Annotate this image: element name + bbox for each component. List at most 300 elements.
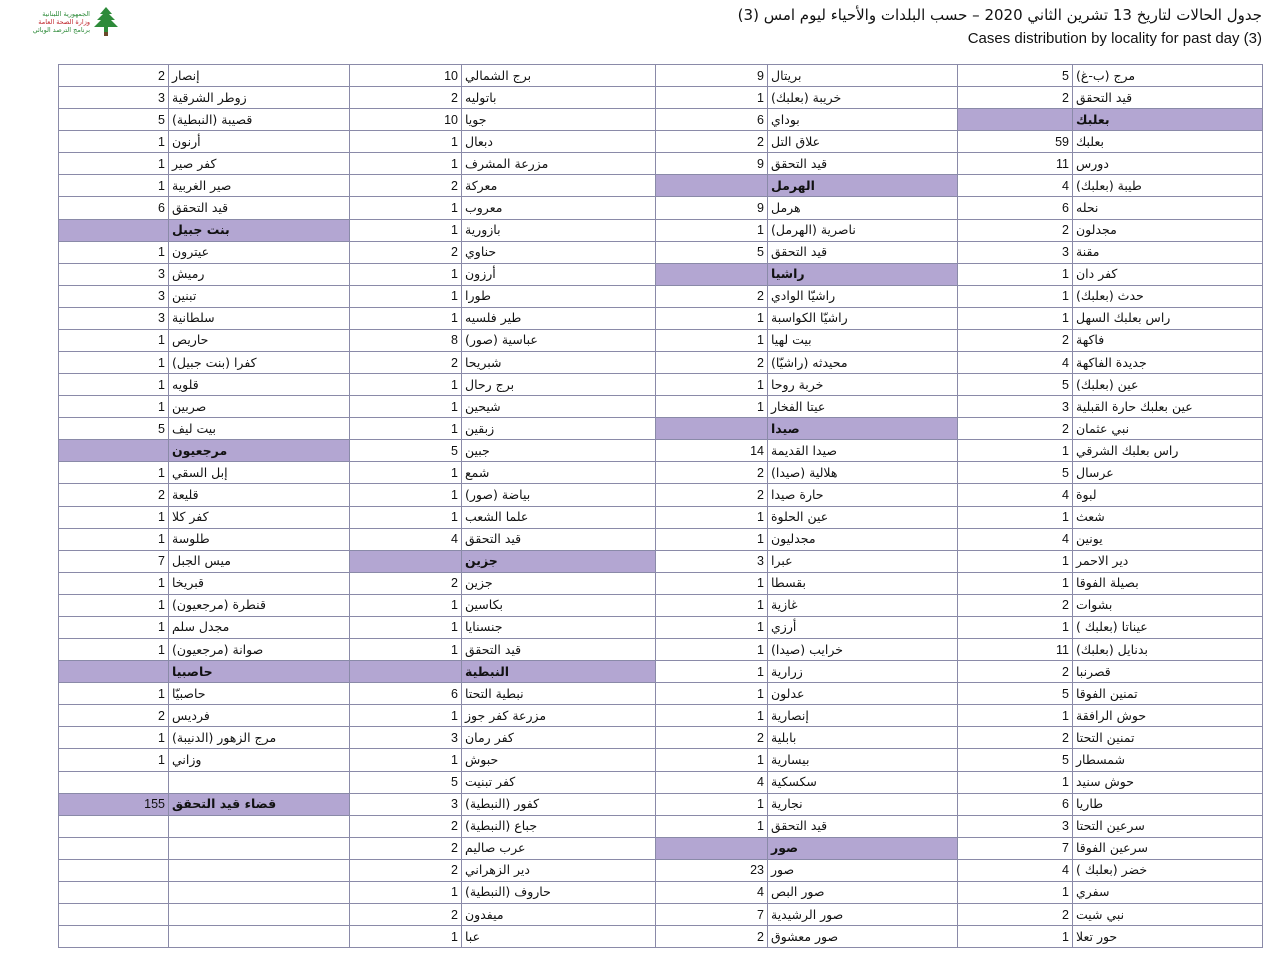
case-count-cell: 1 (350, 263, 462, 285)
case-count-cell: 1 (350, 374, 462, 396)
case-count-cell: 3 (350, 727, 462, 749)
locality-cell: بيت لهيا (768, 329, 958, 351)
case-count-cell: 1 (958, 285, 1073, 307)
case-count-cell: 5 (350, 771, 462, 793)
locality-cell: حارة صيدا (768, 484, 958, 506)
case-count-cell: 1 (958, 616, 1073, 638)
case-count-cell: 1 (350, 285, 462, 307)
case-count-cell: 2 (350, 572, 462, 594)
case-count-cell: 5 (59, 109, 169, 131)
case-count-cell: 8 (350, 329, 462, 351)
case-count-cell (59, 903, 169, 925)
locality-cell: نبي عثمان (1073, 418, 1263, 440)
table-row (59, 440, 1263, 462)
locality-cell: بريتال (768, 65, 958, 87)
case-count-cell: 2 (350, 175, 462, 197)
case-count-cell (59, 815, 169, 837)
locality-cell: قيد التحقق (1073, 87, 1263, 109)
table-row (59, 418, 1263, 440)
locality-cell: خرايب (صيدا) (768, 639, 958, 661)
case-count-cell: 4 (958, 484, 1073, 506)
case-count-cell: 4 (958, 528, 1073, 550)
locality-cell: عرسال (1073, 462, 1263, 484)
table-row (59, 285, 1263, 307)
table-row (59, 153, 1263, 175)
case-count-cell: 59 (958, 131, 1073, 153)
case-count-cell: 5 (958, 374, 1073, 396)
locality-cell: وزاني (169, 749, 350, 771)
locality-cell: حور تعلا (1073, 926, 1263, 948)
locality-cell: مجدل سلم (169, 616, 350, 638)
case-count-cell: 5 (958, 683, 1073, 705)
case-count-cell: 1 (656, 506, 768, 528)
case-count-cell: 1 (350, 926, 462, 948)
case-count-cell: 1 (656, 572, 768, 594)
table-row (59, 197, 1263, 219)
case-count-cell: 1 (350, 506, 462, 528)
locality-cell: عين الحلوة (768, 506, 958, 528)
case-count-cell: 1 (350, 462, 462, 484)
locality-cell: طلوسة (169, 528, 350, 550)
case-count-cell: 1 (656, 815, 768, 837)
locality-cell: باتوليه (462, 87, 656, 109)
locality-cell: هرمل (768, 197, 958, 219)
case-count-cell: 2 (656, 352, 768, 374)
case-count-cell: 1 (59, 683, 169, 705)
locality-cell: صور الرشيدية (768, 903, 958, 925)
table-row (59, 683, 1263, 705)
locality-cell: عدلون (768, 683, 958, 705)
locality-cell: لبوة (1073, 484, 1263, 506)
case-count-cell (59, 219, 169, 241)
case-count-cell: 2 (59, 65, 169, 87)
page-title-arabic: جدول الحالات لتاريخ 13 تشرين الثاني 2020 – حسب البلدات والأحياء ليوم امس (3) (737, 6, 1262, 24)
locality-cell (169, 837, 350, 859)
case-count-cell: 5 (59, 418, 169, 440)
locality-cell: كفور (النبطية) (462, 793, 656, 815)
locality-cell: علما الشعب (462, 506, 656, 528)
case-count-cell: 3 (958, 815, 1073, 837)
case-count-cell: 1 (59, 329, 169, 351)
case-count-cell: 5 (656, 241, 768, 263)
case-count-cell: 23 (656, 859, 768, 881)
locality-cell: سكسكية (768, 771, 958, 793)
locality-cell: قيد التحقق (768, 153, 958, 175)
locality-cell: عرب صاليم (462, 837, 656, 859)
locality-cell: زوطر الشرقية (169, 87, 350, 109)
case-count-cell: 1 (656, 639, 768, 661)
locality-cell: راشيّا الوادي (768, 285, 958, 307)
case-count-cell: 2 (350, 352, 462, 374)
locality-cell: قضاء قيد التحقق (169, 793, 350, 815)
table-row (59, 837, 1263, 859)
case-count-cell: 2 (958, 661, 1073, 683)
case-count-cell (59, 881, 169, 903)
case-count-cell: 3 (350, 793, 462, 815)
locality-cell: يونين (1073, 528, 1263, 550)
case-count-cell: 1 (656, 396, 768, 418)
case-count-cell: 1 (656, 528, 768, 550)
locality-cell: ميس الجبل (169, 550, 350, 572)
case-count-cell: 5 (350, 440, 462, 462)
locality-cell: عبرا (768, 550, 958, 572)
table-row (59, 661, 1263, 683)
case-count-cell: 7 (958, 837, 1073, 859)
locality-cell: صور (768, 837, 958, 859)
case-count-cell: 1 (656, 683, 768, 705)
case-count-cell: 1 (656, 329, 768, 351)
case-count-cell: 2 (958, 418, 1073, 440)
case-count-cell: 3 (958, 241, 1073, 263)
locality-cell: عين بعلبك حارة القبلية (1073, 396, 1263, 418)
case-count-cell: 1 (59, 462, 169, 484)
table-row (59, 87, 1263, 109)
locality-cell: طيبة (بعلبك) (1073, 175, 1263, 197)
locality-cell: راشيا (768, 263, 958, 285)
locality-cell: صير الغربية (169, 175, 350, 197)
case-count-cell: 2 (656, 727, 768, 749)
table-row (59, 307, 1263, 329)
cases-table-body (59, 65, 1263, 948)
case-count-cell: 1 (656, 793, 768, 815)
locality-cell: بعلبك (1073, 109, 1263, 131)
case-count-cell: 2 (958, 903, 1073, 925)
case-count-cell (958, 109, 1073, 131)
table-row (59, 749, 1263, 771)
case-count-cell: 1 (958, 926, 1073, 948)
case-count-cell: 1 (958, 881, 1073, 903)
case-count-cell: 4 (958, 352, 1073, 374)
locality-cell: زبقين (462, 418, 656, 440)
locality-cell: إنصارية (768, 705, 958, 727)
locality-cell: ناصرية (الهرمل) (768, 219, 958, 241)
locality-cell: طاريا (1073, 793, 1263, 815)
locality-cell: بعلبك (1073, 131, 1263, 153)
locality-cell: صربين (169, 396, 350, 418)
case-count-cell: 1 (350, 131, 462, 153)
locality-cell: فاكهة (1073, 329, 1263, 351)
locality-cell: بوداي (768, 109, 958, 131)
locality-cell: راس بعلبك السهل (1073, 307, 1263, 329)
case-count-cell: 1 (656, 307, 768, 329)
locality-cell: كفر كلا (169, 506, 350, 528)
locality-cell: دورس (1073, 153, 1263, 175)
locality-cell: تبنين (169, 285, 350, 307)
case-count-cell (59, 859, 169, 881)
locality-cell: نبي شيت (1073, 903, 1263, 925)
table-row (59, 263, 1263, 285)
locality-cell: مرج الزهور (الدنيبة) (169, 727, 350, 749)
table-row (59, 374, 1263, 396)
case-count-cell: 1 (59, 396, 169, 418)
locality-cell: دير الاحمر (1073, 550, 1263, 572)
case-count-cell: 5 (958, 462, 1073, 484)
case-count-cell: 1 (656, 616, 768, 638)
logo-line-2: وزارة الصحة العامة (38, 18, 90, 26)
case-count-cell (656, 418, 768, 440)
locality-cell: بشوات (1073, 594, 1263, 616)
locality-cell: قيد التحقق (462, 528, 656, 550)
cases-table (58, 64, 1263, 948)
locality-cell: صيدا (768, 418, 958, 440)
case-count-cell: 1 (350, 219, 462, 241)
case-count-cell: 2 (656, 462, 768, 484)
locality-cell: جبين (462, 440, 656, 462)
table-row (59, 329, 1263, 351)
locality-cell: بازورية (462, 219, 656, 241)
case-count-cell: 4 (958, 859, 1073, 881)
locality-cell: بابلية (768, 727, 958, 749)
case-count-cell: 6 (958, 197, 1073, 219)
table-row (59, 219, 1263, 241)
case-count-cell: 1 (350, 616, 462, 638)
logo-line-1: الجمهورية اللبنانية (42, 10, 90, 18)
locality-cell: بنت جبيل (169, 219, 350, 241)
locality-cell: عبا (462, 926, 656, 948)
case-count-cell: 1 (350, 307, 462, 329)
table-row (59, 109, 1263, 131)
table-row (59, 727, 1263, 749)
case-count-cell: 1 (656, 374, 768, 396)
locality-cell: ميفدون (462, 903, 656, 925)
case-count-cell: 1 (59, 727, 169, 749)
case-count-cell (59, 926, 169, 948)
table-row (59, 65, 1263, 87)
case-count-cell: 4 (958, 175, 1073, 197)
case-count-cell: 2 (958, 219, 1073, 241)
locality-cell: عيترون (169, 241, 350, 263)
table-row (59, 241, 1263, 263)
case-count-cell: 7 (656, 903, 768, 925)
locality-cell (169, 859, 350, 881)
locality-cell (169, 926, 350, 948)
locality-cell: معروب (462, 197, 656, 219)
locality-cell: قليعة (169, 484, 350, 506)
locality-cell: طورا (462, 285, 656, 307)
locality-cell: مزرعة كفر جوز (462, 705, 656, 727)
locality-cell: قيد التحقق (768, 241, 958, 263)
case-count-cell: 1 (59, 153, 169, 175)
locality-cell: سفري (1073, 881, 1263, 903)
case-count-cell: 7 (59, 550, 169, 572)
locality-cell: مزرعة المشرف (462, 153, 656, 175)
logo-text (16, 10, 90, 34)
case-count-cell: 1 (59, 616, 169, 638)
locality-cell: زرارية (768, 661, 958, 683)
case-count-cell: 1 (350, 881, 462, 903)
locality-cell: قيد التحقق (768, 815, 958, 837)
locality-cell: صور معشوق (768, 926, 958, 948)
locality-cell: حاصبيّا (169, 683, 350, 705)
locality-cell: سلطانية (169, 307, 350, 329)
case-count-cell: 1 (958, 263, 1073, 285)
locality-cell: بيت ليف (169, 418, 350, 440)
locality-cell: سرعين التحتا (1073, 815, 1263, 837)
table-row (59, 771, 1263, 793)
locality-cell: برج رحال (462, 374, 656, 396)
case-count-cell: 1 (656, 87, 768, 109)
locality-cell: حدث (بعلبك) (1073, 285, 1263, 307)
case-count-cell: 1 (59, 352, 169, 374)
locality-cell: أرزي (768, 616, 958, 638)
table-row (59, 815, 1263, 837)
locality-cell: طير فلسيه (462, 307, 656, 329)
locality-cell: حاروف (النبطية) (462, 881, 656, 903)
locality-cell: إنصار (169, 65, 350, 87)
locality-cell: مجدلون (1073, 219, 1263, 241)
case-count-cell: 3 (59, 87, 169, 109)
locality-cell: حوش الرافقة (1073, 705, 1263, 727)
case-count-cell: 5 (958, 749, 1073, 771)
locality-cell: شمسطار (1073, 749, 1263, 771)
case-count-cell: 2 (656, 484, 768, 506)
case-count-cell: 1 (59, 374, 169, 396)
locality-cell: دبعال (462, 131, 656, 153)
table-row (59, 131, 1263, 153)
case-count-cell: 2 (958, 727, 1073, 749)
locality-cell: شمع (462, 462, 656, 484)
table-row (59, 639, 1263, 661)
case-count-cell: 3 (59, 307, 169, 329)
case-count-cell: 1 (59, 572, 169, 594)
case-count-cell: 1 (59, 594, 169, 616)
case-count-cell: 3 (59, 263, 169, 285)
locality-cell: نحله (1073, 197, 1263, 219)
locality-cell: جباع (النبطية) (462, 815, 656, 837)
case-count-cell: 1 (958, 771, 1073, 793)
locality-cell: حاريص (169, 329, 350, 351)
locality-cell: حناوي (462, 241, 656, 263)
ministry-logo (8, 4, 118, 38)
case-count-cell: 1 (656, 749, 768, 771)
locality-cell: كفر صير (169, 153, 350, 175)
case-count-cell: 4 (656, 771, 768, 793)
case-count-cell: 3 (656, 550, 768, 572)
locality-cell: إبل السقي (169, 462, 350, 484)
case-count-cell: 1 (59, 175, 169, 197)
case-count-cell (59, 661, 169, 683)
locality-cell: خضر (بعلبك ) (1073, 859, 1263, 881)
case-count-cell: 1 (958, 440, 1073, 462)
case-count-cell: 2 (656, 131, 768, 153)
case-count-cell: 1 (350, 153, 462, 175)
case-count-cell: 1 (59, 506, 169, 528)
case-count-cell: 1 (350, 396, 462, 418)
case-count-cell (59, 837, 169, 859)
locality-cell: شبريحا (462, 352, 656, 374)
locality-cell: دير الزهراني (462, 859, 656, 881)
case-count-cell: 2 (350, 815, 462, 837)
table-row (59, 396, 1263, 418)
locality-cell: محيدثه (راشيّا) (768, 352, 958, 374)
case-count-cell: 2 (350, 837, 462, 859)
case-count-cell: 3 (958, 396, 1073, 418)
case-count-cell: 2 (958, 594, 1073, 616)
locality-cell: النبطية (462, 661, 656, 683)
case-count-cell: 1 (958, 506, 1073, 528)
locality-cell: علاق التل (768, 131, 958, 153)
table-row (59, 926, 1263, 948)
locality-cell (169, 815, 350, 837)
locality-cell: صور البص (768, 881, 958, 903)
locality-cell: قلويه (169, 374, 350, 396)
case-count-cell: 6 (656, 109, 768, 131)
locality-cell: غازية (768, 594, 958, 616)
case-count-cell: 2 (59, 484, 169, 506)
case-count-cell: 1 (59, 241, 169, 263)
locality-cell: بدنايل (بعلبك) (1073, 639, 1263, 661)
table-row (59, 528, 1263, 550)
locality-cell (169, 881, 350, 903)
locality-cell: شعث (1073, 506, 1263, 528)
table-row (59, 352, 1263, 374)
case-count-cell: 2 (350, 87, 462, 109)
case-count-cell (350, 550, 462, 572)
case-count-cell: 1 (350, 197, 462, 219)
case-count-cell: 1 (350, 594, 462, 616)
case-count-cell: 1 (958, 572, 1073, 594)
case-count-cell: 2 (350, 903, 462, 925)
table-row (59, 903, 1263, 925)
case-count-cell: 1 (350, 639, 462, 661)
locality-cell: خربة روحا (768, 374, 958, 396)
table-row (59, 506, 1263, 528)
case-count-cell: 1 (958, 550, 1073, 572)
locality-cell: الهرمل (768, 175, 958, 197)
locality-cell: جزين (462, 550, 656, 572)
case-count-cell: 2 (350, 241, 462, 263)
case-count-cell: 1 (59, 528, 169, 550)
case-count-cell: 4 (656, 881, 768, 903)
locality-cell: صيدا القديمة (768, 440, 958, 462)
case-count-cell: 6 (59, 197, 169, 219)
case-count-cell: 1 (350, 705, 462, 727)
case-count-cell: 6 (958, 793, 1073, 815)
case-count-cell: 2 (958, 329, 1073, 351)
table-row (59, 175, 1263, 197)
locality-cell: عين (بعلبك) (1073, 374, 1263, 396)
locality-cell: صوانة (مرجعيون) (169, 639, 350, 661)
locality-cell: بكاسين (462, 594, 656, 616)
case-count-cell: 3 (59, 285, 169, 307)
case-count-cell: 2 (59, 705, 169, 727)
case-count-cell: 11 (958, 153, 1073, 175)
case-count-cell (656, 175, 768, 197)
case-count-cell (350, 661, 462, 683)
locality-cell: تمنين التحتا (1073, 727, 1263, 749)
locality-cell: برج الشمالي (462, 65, 656, 87)
page-title-english: Cases distribution by locality for past day (3) (967, 30, 1262, 47)
locality-cell: بيسارية (768, 749, 958, 771)
case-count-cell: 2 (656, 285, 768, 307)
locality-cell: حبوش (462, 749, 656, 771)
case-count-cell: 4 (350, 528, 462, 550)
locality-cell: راس بعلبك الشرقي (1073, 440, 1263, 462)
case-count-cell (656, 263, 768, 285)
locality-cell: شيحين (462, 396, 656, 418)
locality-cell: حوش سنيد (1073, 771, 1263, 793)
locality-cell: قنطرة (مرجعيون) (169, 594, 350, 616)
case-count-cell: 14 (656, 440, 768, 462)
locality-cell: نبطية التحتا (462, 683, 656, 705)
locality-cell: جويا (462, 109, 656, 131)
case-count-cell: 1 (59, 131, 169, 153)
locality-cell: بقسطا (768, 572, 958, 594)
locality-cell: حاصبيا (169, 661, 350, 683)
case-count-cell: 6 (350, 683, 462, 705)
locality-cell: فرديس (169, 705, 350, 727)
locality-cell: قصرنبا (1073, 661, 1263, 683)
